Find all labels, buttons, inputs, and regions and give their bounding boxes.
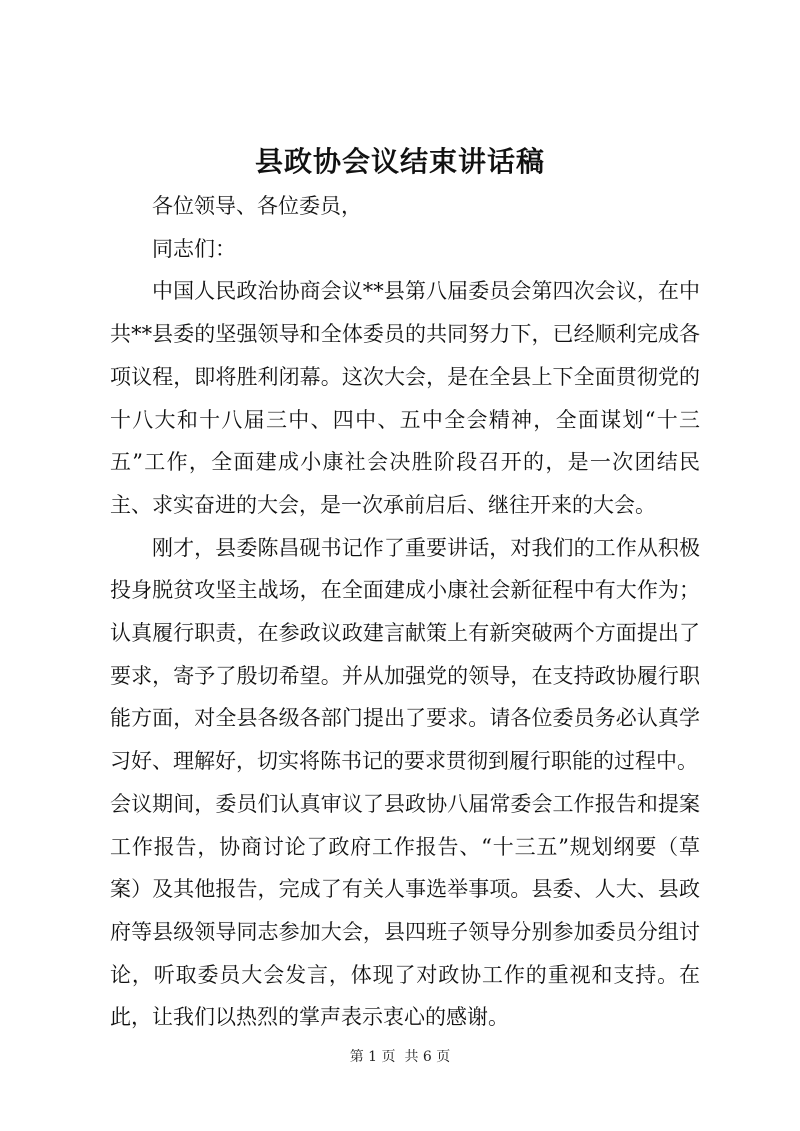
paragraph-meeting: 会议期间，委员们认真审议了县政协八届常委会工作报告和提案工作报告，协商讨论了政府工作报告、“十三五”规划纲要（草案）及其他报告，完成了有关人事选举事项。县委、人大、县政府等县级领导同志参加大会，县四班子领导分别参加委员分组讨论，听取委员大会发言，体现了对政协工作的重视和支持。在此，让我们以热烈的掌声表示衷心的感谢。 xyxy=(110,791,700,1030)
document-body xyxy=(110,185,700,1039)
paragraph-opening: 中国人民政治协商会议**县第八届委员会第四次会议，在中共**县委的坚强领导和全体委员的共同努力下，已经顺利完成各项议程，即将胜利闭幕。这次大会，是在全县上下全面贯彻党的十八大和十八届三中、四中、五中全会精神，全面谋划“十三五”工作，全面建成小康社会决胜阶段召开的，是一次团结民主、求实奋进的大会，是一次承前启后、继往开来的大会。 xyxy=(110,279,700,517)
page-number: 第 1 页 xyxy=(349,1049,396,1065)
salutation-comrades: 同志们： xyxy=(152,236,236,261)
page-footer xyxy=(0,1046,800,1066)
page-title: 县政协会议结束讲话稿 xyxy=(254,145,545,178)
paragraph-speech: 刚才，县委陈昌砚书记作了重要讲话，对我们的工作从积极投身脱贫攻坚主战场，在全面建成小康社会新征程中有大作为；认真履行职责，在参政议政建言献策上有新突破两个方面提出了要求，寄予了殷切希望。并从加强党的领导，在支持政协履行职能方面，对全县各级各部门提出了要求。请各位委员务必认真学习好、理解好，切实将陈书记的要求贯彻到履行职能的过程中。 xyxy=(110,535,700,774)
page-total: 共 6 页 xyxy=(404,1049,451,1065)
salutation-leaders: 各位领导、各位委员， xyxy=(152,194,362,218)
